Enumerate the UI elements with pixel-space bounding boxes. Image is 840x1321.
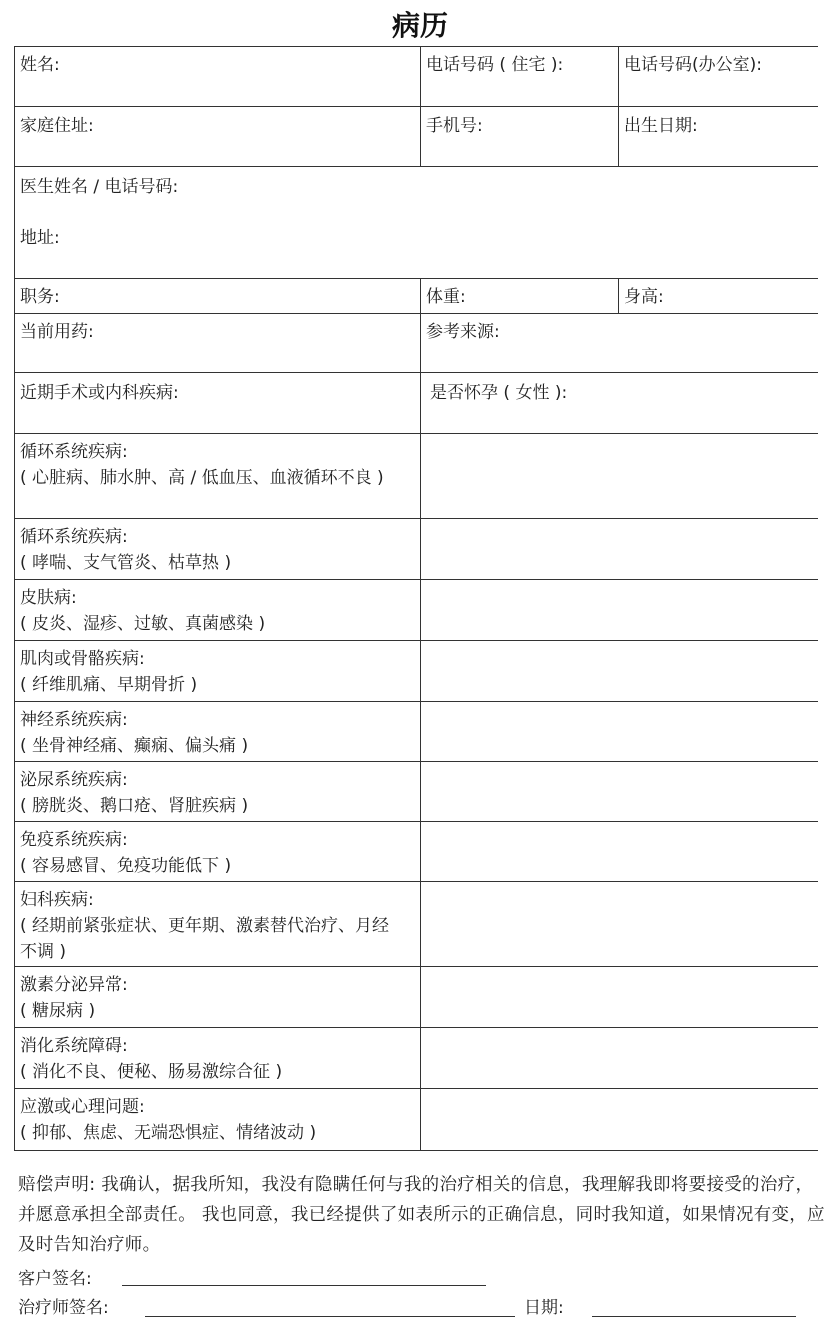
condition-title: 消化系统障碍: xyxy=(20,1036,128,1056)
rule xyxy=(14,433,818,434)
rule xyxy=(14,966,818,967)
rule xyxy=(14,701,818,702)
condition-detail: ( 心脏病、肺水肿、高 / 低血压、血液循环不良 ) xyxy=(20,468,384,488)
height-field[interactable]: 身高: xyxy=(624,287,664,307)
rule xyxy=(14,821,818,822)
rule xyxy=(14,881,818,882)
condition-title: 循环系统疾病: xyxy=(20,442,128,462)
address-field[interactable]: 家庭住址: xyxy=(20,116,94,136)
rule xyxy=(14,106,818,107)
therapist-signature-line[interactable] xyxy=(145,1316,515,1317)
condition-detail: ( 消化不良、便秘、肠易激综合征 ) xyxy=(20,1062,283,1082)
condition-title: 激素分泌异常: xyxy=(20,975,128,995)
rule xyxy=(14,1027,818,1028)
rule xyxy=(14,518,818,519)
column-divider xyxy=(420,313,421,1150)
condition-detail: ( 容易感冒、免疫功能低下 ) xyxy=(20,856,232,876)
therapist-signature-label: 治疗师签名: xyxy=(18,1298,109,1318)
rule xyxy=(14,761,818,762)
doctor-address-field[interactable]: 地址: xyxy=(20,228,60,248)
client-signature-label: 客户签名: xyxy=(18,1269,92,1289)
condition-title: 应激或心理问题: xyxy=(20,1097,145,1117)
condition-row xyxy=(20,1094,405,1146)
condition-row xyxy=(20,887,405,965)
condition-detail: ( 抑郁、焦虑、无端恐惧症、情绪波动 ) xyxy=(20,1123,317,1143)
column-divider xyxy=(420,278,421,313)
declaration-text: 赔偿声明: 我确认，据我所知，我没有隐瞒任何与我的治疗相关的信息，我理解我即将要接受的治疗，并愿意承担全部责任。 我也同意，我已经提供了如表所示的正确信息，同时我知道，如果情况有变，应及时告知治疗师。 xyxy=(18,1175,825,1255)
rule xyxy=(14,372,818,373)
rule xyxy=(14,1088,818,1089)
condition-detail: ( 经期前紧张症状、更年期、激素替代治疗、月经不调 ) xyxy=(20,916,390,962)
pregnant-field[interactable]: 是否怀孕 ( 女性 ): xyxy=(430,383,568,403)
rule xyxy=(14,166,818,167)
condition-title: 免疫系统疾病: xyxy=(20,830,128,850)
office-phone-field[interactable]: 电话号码(办公室): xyxy=(624,55,762,75)
condition-title: 肌肉或骨骼疾病: xyxy=(20,649,145,669)
condition-detail: ( 糖尿病 ) xyxy=(20,1001,96,1021)
column-divider xyxy=(618,46,619,166)
condition-detail: ( 哮喘、支气管炎、枯草热 ) xyxy=(20,553,232,573)
condition-row xyxy=(20,972,405,1024)
client-signature-line[interactable] xyxy=(122,1285,486,1286)
weight-field[interactable]: 体重: xyxy=(426,287,466,307)
condition-row xyxy=(20,827,405,879)
condition-row xyxy=(20,524,405,576)
condition-title: 循环系统疾病: xyxy=(20,527,128,547)
occupation-field[interactable]: 职务: xyxy=(20,287,60,307)
condition-row xyxy=(20,585,405,637)
condition-title: 泌尿系统疾病: xyxy=(20,770,128,790)
date-label: 日期: xyxy=(524,1298,564,1318)
column-divider xyxy=(618,278,619,313)
condition-detail: ( 膀胱炎、鹅口疮、肾脏疾病 ) xyxy=(20,796,249,816)
column-divider xyxy=(420,46,421,166)
date-line[interactable] xyxy=(592,1316,796,1317)
table-top-rule xyxy=(14,46,818,47)
name-field[interactable]: 姓名: xyxy=(20,55,60,75)
condition-row xyxy=(20,439,405,491)
rule xyxy=(14,640,818,641)
mobile-field[interactable]: 手机号: xyxy=(426,116,483,136)
condition-title: 皮肤病: xyxy=(20,588,77,608)
medication-field[interactable]: 当前用药: xyxy=(20,322,94,342)
surgery-field[interactable]: 近期手术或内科疾病: xyxy=(20,383,179,403)
birthdate-field[interactable]: 出生日期: xyxy=(624,116,698,136)
condition-row xyxy=(20,646,405,698)
referral-field[interactable]: 参考来源: xyxy=(426,322,500,342)
table-left-border xyxy=(14,46,15,1150)
condition-row xyxy=(20,1033,405,1085)
home-phone-field[interactable]: 电话号码 ( 住宅 ): xyxy=(426,55,564,75)
form-title: 病历 xyxy=(391,9,448,42)
condition-row xyxy=(20,767,405,819)
condition-row xyxy=(20,707,405,759)
rule xyxy=(14,313,818,314)
doctor-field[interactable]: 医生姓名 / 电话号码: xyxy=(20,177,179,197)
condition-title: 妇科疾病: xyxy=(20,890,94,910)
table-bottom-rule xyxy=(14,1150,818,1151)
condition-detail: ( 坐骨神经痛、癫痫、偏头痛 ) xyxy=(20,736,249,756)
condition-detail: ( 纤维肌痛、早期骨折 ) xyxy=(20,675,198,695)
condition-title: 神经系统疾病: xyxy=(20,710,128,730)
condition-detail: ( 皮炎、湿疹、过敏、真菌感染 ) xyxy=(20,614,266,634)
rule xyxy=(14,278,818,279)
rule xyxy=(14,579,818,580)
